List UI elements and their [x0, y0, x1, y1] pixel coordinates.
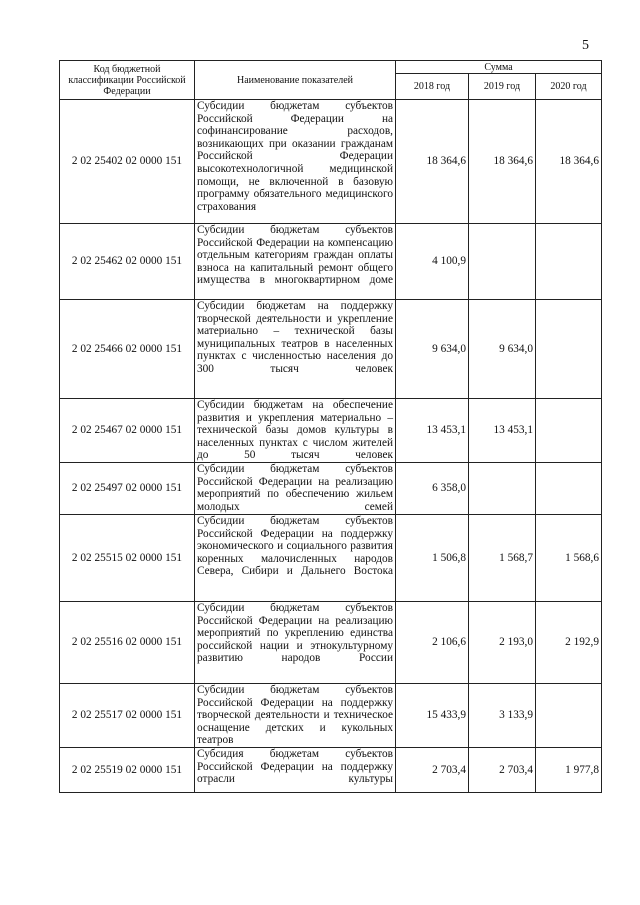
- row-name: Субсидия бюджетам субъектов Российской Федерации на поддержку отрасли культуры: [195, 748, 396, 793]
- row-value-2018: 13 453,1: [396, 399, 469, 463]
- header-code: Код бюджетной классификации Российской Федерации: [60, 61, 195, 100]
- header-year-2019: 2019 год: [469, 74, 536, 100]
- row-value-2018: 9 634,0: [396, 300, 469, 399]
- row-value-2019: 18 364,6: [469, 100, 536, 224]
- row-code: 2 02 25462 02 0000 151: [60, 224, 195, 300]
- row-value-2019: 9 634,0: [469, 300, 536, 399]
- row-value-2020: 2 192,9: [536, 602, 602, 684]
- row-name: Субсидии бюджетам субъектов Российской Федерации на реализацию мероприятий по обеспечению жильем молодых семей: [195, 463, 396, 515]
- row-value-2020: [536, 684, 602, 748]
- row-value-2018: 2 703,4: [396, 748, 469, 793]
- page-number: 5: [582, 38, 589, 53]
- row-value-2018: 18 364,6: [396, 100, 469, 224]
- row-value-2019: 13 453,1: [469, 399, 536, 463]
- table-row: [60, 684, 602, 748]
- row-name: Субсидии бюджетам на обеспечение развития и укрепления материально – технической базы домов культуры в населенных пунктах с числом жителей до 50 тысяч человек: [195, 399, 396, 463]
- row-value-2018: 1 506,8: [396, 515, 469, 602]
- row-value-2019: 1 568,7: [469, 515, 536, 602]
- row-value-2020: 18 364,6: [536, 100, 602, 224]
- header-sum: Сумма: [396, 61, 602, 74]
- table-row: [60, 100, 602, 224]
- row-code: 2 02 25519 02 0000 151: [60, 748, 195, 793]
- row-value-2019: [469, 224, 536, 300]
- row-value-2020: [536, 463, 602, 515]
- row-value-2019: 2 703,4: [469, 748, 536, 793]
- row-value-2018: 2 106,6: [396, 602, 469, 684]
- row-value-2020: [536, 300, 602, 399]
- row-code: 2 02 25517 02 0000 151: [60, 684, 195, 748]
- row-code: 2 02 25497 02 0000 151: [60, 463, 195, 515]
- header-name: Наименование показателей: [195, 61, 396, 100]
- table-body: [60, 100, 602, 793]
- row-name: Субсидии бюджетам субъектов Российской Федерации на поддержку творческой деятельности и техническое оснащение детских и кукольных театров: [195, 684, 396, 748]
- row-value-2018: 4 100,9: [396, 224, 469, 300]
- row-name: Субсидии бюджетам на поддержку творческой деятельности и укрепление материально – технической базы муниципальных театров в населенных пунктах с численностью населения до 300 тысяч человек: [195, 300, 396, 399]
- row-code: 2 02 25466 02 0000 151: [60, 300, 195, 399]
- row-code: 2 02 25516 02 0000 151: [60, 602, 195, 684]
- budget-table: [59, 60, 602, 793]
- table-row: [60, 515, 602, 602]
- table-row: [60, 224, 602, 300]
- table-header: [60, 61, 602, 100]
- row-code: 2 02 25515 02 0000 151: [60, 515, 195, 602]
- row-name: Субсидии бюджетам субъектов Российской Федерации на софинансирование расходов, возникающих при оказании гражданам Российской Федерации высокотехнологичной медицинской помощи, не включенной в базовую программу обязательного медицинского страхования: [195, 100, 396, 224]
- row-value-2020: 1 977,8: [536, 748, 602, 793]
- table-row: [60, 300, 602, 399]
- table-row: [60, 399, 602, 463]
- row-name: Субсидии бюджетам субъектов Российской Федерации на поддержку экономического и социального развития коренных малочисленных народов Севера, Сибири и Дальнего Востока: [195, 515, 396, 602]
- row-name: Субсидии бюджетам субъектов Российской Федерации на компенсацию отдельным категориям граждан оплаты взноса на капитальный ремонт общего имущества в многоквартирном доме: [195, 224, 396, 300]
- row-code: 2 02 25402 02 0000 151: [60, 100, 195, 224]
- row-value-2018: 15 433,9: [396, 684, 469, 748]
- header-year-2020: 2020 год: [536, 74, 602, 100]
- row-value-2019: [469, 463, 536, 515]
- row-value-2019: 3 133,9: [469, 684, 536, 748]
- table-row: [60, 463, 602, 515]
- row-value-2020: [536, 399, 602, 463]
- row-code: 2 02 25467 02 0000 151: [60, 399, 195, 463]
- table-row: [60, 602, 602, 684]
- row-value-2019: 2 193,0: [469, 602, 536, 684]
- header-year-2018: 2018 год: [396, 74, 469, 100]
- row-value-2018: 6 358,0: [396, 463, 469, 515]
- row-value-2020: 1 568,6: [536, 515, 602, 602]
- row-value-2020: [536, 224, 602, 300]
- table-row: [60, 748, 602, 793]
- row-name: Субсидии бюджетам субъектов Российской Федерации на реализацию мероприятий по укреплению единства российской нации и этнокультурному развитию народов России: [195, 602, 396, 684]
